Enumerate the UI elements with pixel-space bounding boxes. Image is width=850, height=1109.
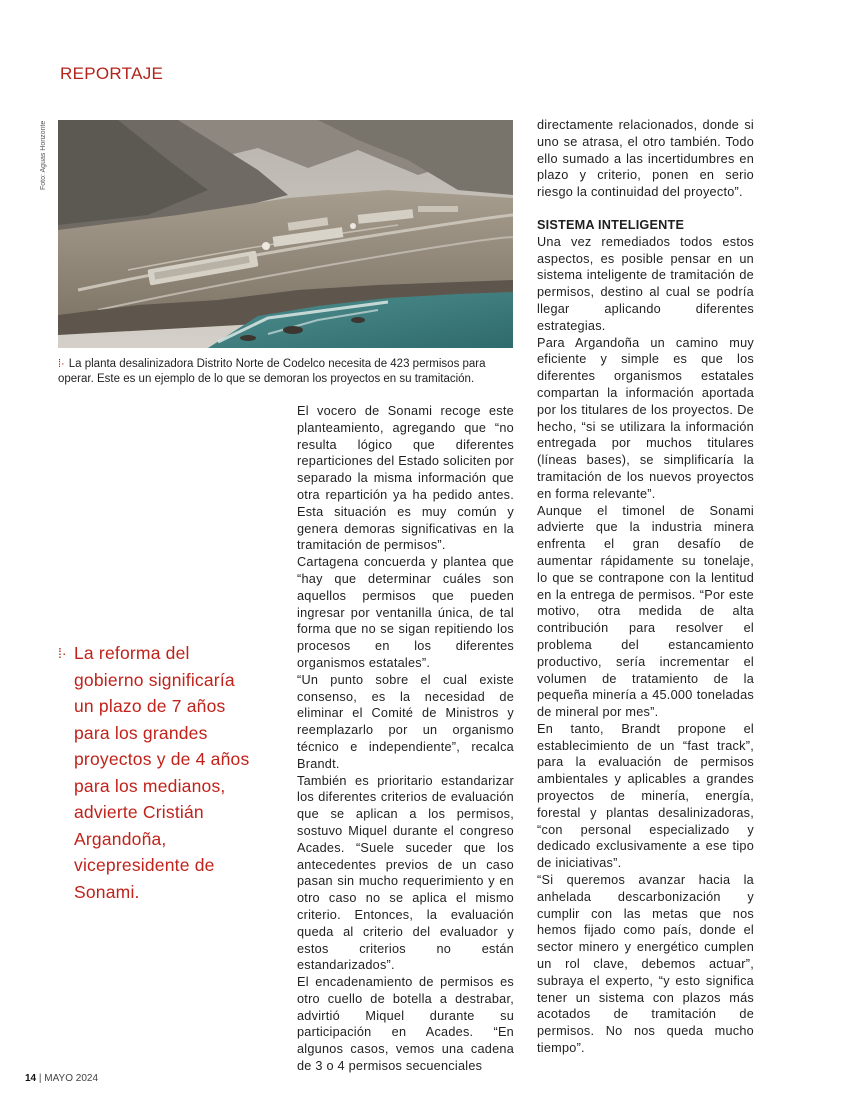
body-paragraph: “Un punto sobre el cual existe consenso, es la necesidad de eliminar el Comité de Ministros y reemplazarlo por un organismo técnico e independiente”, recalca Brandt. [297, 672, 514, 771]
pull-quote-bullet-icon: ⁞· [58, 645, 67, 661]
pull-quote-text: La reforma del gobierno significaría un plazo de 7 años para los grandes proyectos y de 4 años para los medianos, advierte Cristián Argandoña, vicepresidente de Sonami. [74, 643, 250, 902]
photo-caption [58, 357, 518, 387]
body-paragraph: directamente relacionados, donde si uno se atrasa, el otro también. Todo ello sumado a las incertidumbres en plazo y criterio, ponen en serio riesgo la continuidad del proyecto”. [537, 118, 754, 200]
middle-column [297, 403, 514, 1075]
aerial-landscape-illustration [58, 120, 513, 348]
issue-date: MAYO 2024 [44, 1073, 99, 1084]
body-paragraph: Aunque el timonel de Sonami advierte que la industria minera enfrenta el gran desafío de aumentar rápidamente su tonelaje, lo que se contrapone con la lentitud en la entrega de permisos. “Por este motivo, otra medida de alta contribución para resolver el problema del estancamiento productivo, sería incrementar el volumen de tratamiento de la pequeña minería a 45.000 toneladas de mineral por mes”. [537, 503, 754, 720]
body-paragraph: “Si queremos avanzar hacia la anhelada descarbonización y cumplir con las metas que nos hemos fijado como país, donde el sector minero y energético cumplen un rol clave, debemos actuar”, subraya el experto, “y esto significa tener un sistema con plazos más acotados de tramitación de permisos. No nos queda mucho tiempo”. [537, 873, 754, 1056]
body-paragraph: El vocero de Sonami recoge este planteamiento, agregando que “no resulta lógico que diferentes reparticiones del Estado soliciten por separado la misma información que otra repartición ya ha pedido antes. Esta situación es muy común y genera demoras significativas en la tramitación de permisos”. [297, 404, 514, 553]
photo-credit: Foto: Aguas Horizonte [40, 120, 47, 190]
caption-bullet-icon: ⁞· [58, 358, 65, 370]
footer-separator: | [38, 1073, 42, 1084]
page-number: 14 [25, 1073, 37, 1084]
subheading: SISTEMA INTELIGENTE [537, 217, 685, 232]
body-paragraph: Cartagena concuerda y plantea que “hay que determinar cuáles son aquellos permisos que pueden ingresar por ventanilla única, de tal forma que no se sigan repitiendo los procesos en los diferentes organismos estatales”. [297, 555, 514, 670]
page-footer [25, 1073, 98, 1084]
body-paragraph: Para Argandoña un camino muy eficiente y simple es que los diferentes organismos estatales compartan la información aportada por los titulares de los proyectos. De hecho, “si se utilizara la información entregada por muchos titulares (líneas bases), se simplificaría la tramitación de los nuevos proyectos en forma relevante”. [537, 335, 754, 501]
section-label: REPORTAJE [60, 64, 164, 83]
body-paragraph: En tanto, Brandt propone el establecimiento de un “fast track”, para la evaluación de permisos ambientales y aplicables a grandes proyectos de minería, energía, forestal y plantas desalinizadoras, “con personal especializado y dedicado exclusivamente a ese tipo de iniciativas”. [537, 721, 754, 871]
caption-text: La planta desalinizadora Distrito Norte de Codelco necesita de 423 permisos para operar. Este es un ejemplo de lo que se demoran los proyectos en su tramitación. [58, 358, 486, 385]
pull-quote [58, 640, 258, 905]
desalination-plant-photo [58, 120, 513, 348]
body-paragraph: Una vez remediados todos estos aspectos, es posible pensar en un sistema inteligente de tramitación de permisos, destino al cual se podría llegar aplicando diferentes estrategias. [537, 234, 754, 333]
right-column [537, 117, 754, 1057]
body-paragraph: También es prioritario estandarizar los diferentes criterios de evaluación que se aplican a los permisos, sostuvo Miquel durante el congreso Acades. “Suele suceder que los antecedentes previos de un caso pasan sin mucho requerimiento y en otro caso no se aplica el mismo criterio. Entonces, la evaluación queda al criterio del evaluador y estos criterios no están estandarizados”. [297, 773, 514, 973]
body-paragraph: El encadenamiento de permisos es otro cuello de botella a destrabar, advirtió Miquel durante su participación en Acades. “En algunos casos, vemos una cadena de 3 o 4 permisos secuenciales [297, 975, 514, 1074]
